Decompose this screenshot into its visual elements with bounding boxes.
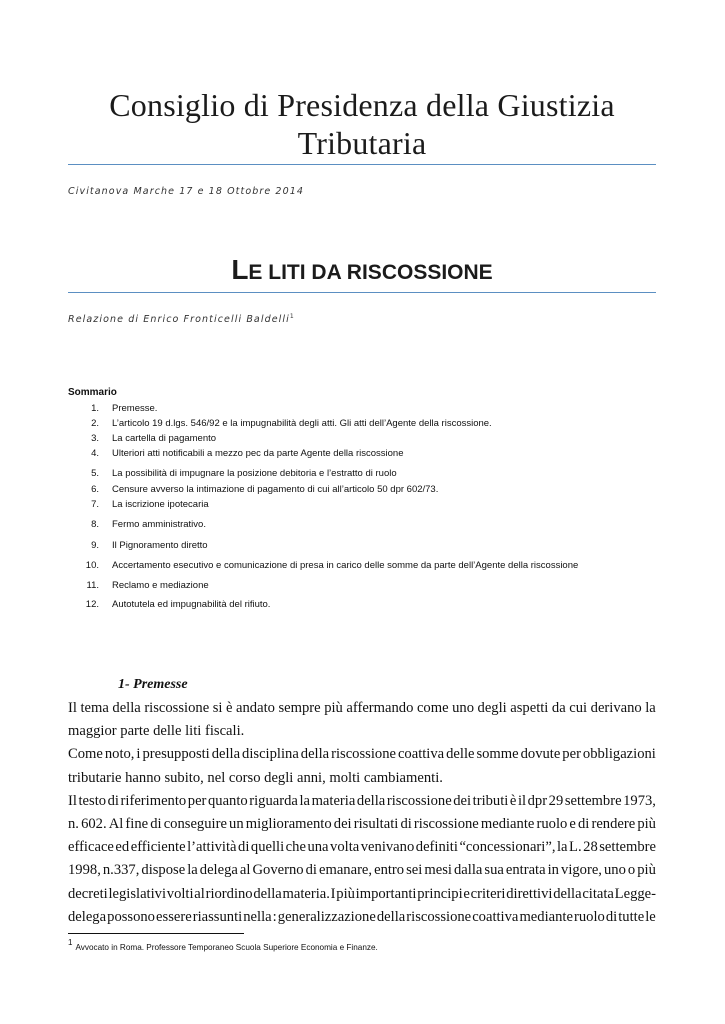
document-title [68, 86, 656, 162]
body-word: definiti [415, 839, 458, 856]
summary-item [68, 579, 668, 593]
body-word: sempre [278, 700, 321, 716]
body-word: di [107, 792, 119, 809]
author-line [68, 313, 295, 325]
body-word: volta [330, 839, 360, 856]
title-line-1: Consiglio di Presidenza della Giustizia [109, 87, 615, 123]
summary-item-text: Il Pignoramento diretto [112, 540, 208, 551]
body-word: della [112, 700, 141, 716]
body-word: entrata [505, 862, 546, 879]
summary-item-number: 3. [91, 433, 99, 444]
body-word: settembre [599, 839, 656, 856]
body-word: riordino [205, 885, 253, 902]
summary-item [68, 447, 668, 461]
body-word: la [299, 792, 310, 809]
body-word: venivano [360, 839, 415, 856]
body-line [68, 697, 656, 720]
body-line [68, 883, 656, 906]
body-word: riscossione [144, 700, 210, 716]
body-word: Legge- [614, 885, 656, 902]
body-word: importanti [355, 885, 417, 902]
body-word: o [627, 862, 636, 879]
body-word: della [376, 908, 406, 925]
body-word: riscossione [413, 816, 479, 833]
body-word: 1998, [68, 862, 101, 879]
body-word: mesi [424, 862, 452, 879]
body-word: più [324, 700, 343, 716]
body-line [68, 859, 656, 882]
body-word: delle [446, 746, 475, 763]
body-word: è [509, 792, 517, 809]
body-word: derivano [590, 700, 642, 716]
body-word: per [187, 792, 207, 809]
summary-item [68, 402, 668, 416]
body-word: 1973, [623, 792, 656, 809]
body-word: della [253, 885, 282, 902]
body-word: che [285, 839, 306, 856]
body-word: dovute [520, 746, 561, 763]
summary-item [68, 498, 668, 512]
body-word: “concessionari”, [459, 839, 556, 856]
body-word: miglioramento [245, 816, 332, 833]
body-word: il [517, 792, 527, 809]
body-word: i [136, 746, 141, 763]
summary-item-number: 11. [86, 580, 99, 591]
body-word: mediante [480, 816, 535, 833]
summary-title: Sommario [68, 387, 117, 398]
body-word: materia [311, 792, 356, 809]
summary-item-text: La possibilità di impugnare la posizione debitoria e l’estratto di ruolo [112, 468, 397, 479]
body-word: riscossione [386, 792, 452, 809]
body-word: della [553, 885, 582, 902]
body-word: più [637, 862, 656, 879]
body-word: è [226, 700, 233, 716]
body-word: ed [115, 839, 130, 856]
heading-divider [68, 292, 656, 293]
summary-item [68, 483, 668, 497]
body-word: L. [569, 839, 582, 856]
body-word: quelli [250, 839, 285, 856]
summary-item [68, 539, 668, 553]
summary-item-text: La iscrizione ipotecaria [112, 499, 209, 510]
body-word: dei [453, 792, 472, 809]
body-word: di [305, 862, 317, 879]
body-word: efficace [68, 839, 114, 856]
body-word: risultati [353, 816, 399, 833]
body-word: più [637, 816, 656, 833]
body-word: si [212, 700, 223, 716]
body-word: cui [569, 700, 588, 716]
body-word: Governo [252, 862, 304, 879]
body-word: testo [78, 792, 107, 809]
body-word: la [556, 839, 568, 856]
summary-item [68, 467, 668, 481]
body-line [68, 743, 656, 766]
summary-item-text: Accertamento esecutivo e comunicazione di presa in carico delle somme da parte dell’Agente della riscossione [112, 560, 579, 571]
body-word: più [336, 885, 355, 902]
body-word: n.337, [102, 862, 140, 879]
body-word: uno [452, 700, 474, 716]
body-line: tributarie hanno subito, nel corso degli anni, molti cambiamenti. [68, 769, 443, 786]
body-word: criteri [470, 885, 506, 902]
title-divider [68, 164, 656, 165]
body-word: legislativi [108, 885, 167, 902]
summary-item-number: 2. [91, 418, 99, 429]
body-word: come [416, 700, 449, 716]
body-word: materia. [282, 885, 330, 902]
footnote-separator [68, 933, 244, 934]
body-word: 28 [583, 839, 598, 856]
summary-item-text: La cartella di pagamento [112, 433, 217, 444]
body-word: vigore, [561, 862, 602, 879]
body-word: sua [484, 862, 504, 879]
body-word: obbligazioni [582, 746, 656, 763]
body-word: Al [108, 816, 124, 833]
body-word: riferimento [120, 792, 187, 809]
section-body [68, 697, 656, 929]
summary-item-text: Fermo amministrativo. [112, 519, 206, 530]
body-word: al [239, 862, 251, 879]
body-word: di [150, 816, 162, 833]
summary-item-number: 12. [85, 599, 99, 610]
body-word: tema [80, 700, 109, 716]
summary-item-number: 5. [91, 468, 99, 479]
body-line [68, 836, 656, 859]
heading-rest: E LITI DA RISCOSSIONE [248, 261, 493, 284]
body-word: andato [236, 700, 275, 716]
summary-item [68, 598, 668, 612]
body-word: efficiente [130, 839, 186, 856]
body-word: e [463, 885, 470, 902]
summary-item-number: 7. [91, 499, 99, 510]
body-word: essere [156, 908, 192, 925]
body-word: principi [417, 885, 463, 902]
summary-item-text: Censure avverso la intimazione di pagamento di cui all’articolo 50 dpr 602/73. [112, 484, 439, 495]
body-word: una [307, 839, 329, 856]
summary-item-text: Reclamo e mediazione [112, 580, 209, 591]
body-word: riscossione [331, 746, 396, 763]
summary-item-text: Premesse. [112, 403, 158, 414]
title-line-2: Tributaria [297, 125, 427, 161]
body-word: 29 [548, 792, 564, 809]
body-word: di [578, 816, 590, 833]
body-word: tutte [618, 908, 645, 925]
summary-item-number: 8. [91, 519, 99, 530]
body-word: dpr [527, 792, 548, 809]
body-word: aspetti [510, 700, 549, 716]
body-word: riscossione [406, 908, 472, 925]
summary-item-number: 9. [91, 540, 99, 551]
footnote-number: 1 [68, 938, 73, 947]
summary-item-number: 6. [91, 484, 99, 495]
body-line [68, 790, 656, 813]
body-word: dalla [453, 862, 483, 879]
body-word: direttivi [506, 885, 553, 902]
body-word: della [300, 746, 330, 763]
main-heading [68, 254, 656, 286]
body-word: decreti [68, 885, 108, 902]
body-word: di [605, 908, 618, 925]
body-word: l’attività [187, 839, 237, 856]
body-word: riassunti [192, 908, 243, 925]
body-word: dispose [141, 862, 186, 879]
body-word: delega [199, 862, 238, 879]
body-word: settembre [564, 792, 622, 809]
body-word: presupposti [142, 746, 210, 763]
footnote-text: Avvocato in Roma. Professore Temporaneo Scuola Superiore Economia e Finanze. [75, 943, 378, 952]
body-word: citata [582, 885, 614, 902]
summary-item [68, 518, 668, 532]
body-word: la [645, 700, 656, 716]
body-word: della [211, 746, 241, 763]
body-word: 602. [81, 816, 107, 833]
body-word: degli [477, 700, 507, 716]
body-word: uno [603, 862, 626, 879]
body-word: nella [243, 908, 272, 925]
summary-item [68, 559, 668, 573]
body-word: ruolo [573, 908, 605, 925]
body-word: sei [406, 862, 423, 879]
body-word: di [400, 816, 412, 833]
body-word: delega [68, 908, 107, 925]
body-line [68, 906, 656, 929]
body-word: noto, [104, 746, 135, 763]
body-word: riguarda [249, 792, 298, 809]
body-word: affermando [346, 700, 414, 716]
body-word: fine [125, 816, 149, 833]
body-word: quanto [207, 792, 248, 809]
body-word: dei [333, 816, 352, 833]
body-word: volti [166, 885, 194, 902]
body-word: rendere [591, 816, 636, 833]
place-date: Civitanova Marche 17 e 18 Ottobre 2014 [68, 186, 305, 197]
body-word: della [356, 792, 386, 809]
body-word: la [187, 862, 198, 879]
body-word: per [562, 746, 581, 763]
body-word: somme [476, 746, 519, 763]
body-word: Il [68, 700, 77, 716]
summary-item-text: Ulteriori atti notificabili a mezzo pec da parte Agente della riscossione [112, 448, 404, 459]
summary-item-text: Autotutela ed impugnabilità del rifiuto. [112, 599, 271, 610]
body-word: emanare, [318, 862, 373, 879]
summary-item-number: 1. [91, 403, 99, 414]
body-word: entro [374, 862, 405, 879]
summary-item-number: 10. [85, 560, 99, 571]
body-word: Come [68, 746, 103, 763]
body-word: Il [68, 792, 77, 809]
summary-item [68, 417, 668, 431]
footnote [68, 938, 378, 952]
body-word: disciplina [242, 746, 299, 763]
body-word: I [330, 885, 336, 902]
body-word: al [194, 885, 205, 902]
body-word: in [547, 862, 559, 879]
body-word: tributi [472, 792, 509, 809]
body-line: maggior parte delle liti fiscali. [68, 723, 245, 740]
author-text: Relazione di Enrico Fronticelli Baldelli [68, 314, 290, 326]
summary-item-number: 4. [91, 448, 99, 459]
body-word: possono [107, 908, 155, 925]
heading-initial: L [231, 254, 249, 285]
body-word: coattiva [472, 908, 519, 925]
body-line [68, 813, 656, 836]
summary-item-text: L’articolo 19 d.lgs. 546/92 e la impugnabilità degli atti. Gli atti dell’Agente della riscossione. [112, 418, 492, 429]
body-word: le [645, 908, 656, 925]
body-word: da [551, 700, 566, 716]
body-word: : [272, 908, 277, 925]
body-word: mediante [519, 908, 573, 925]
body-word: un [229, 816, 244, 833]
section-heading: 1- Premesse [118, 677, 188, 692]
body-word: n. [68, 816, 79, 833]
body-word: di [238, 839, 250, 856]
body-word: ruolo [536, 816, 568, 833]
body-word: e [569, 816, 576, 833]
author-footnote-ref: 1 [289, 313, 295, 320]
body-word: generalizzazione [277, 908, 376, 925]
body-word: coattiva [397, 746, 445, 763]
body-word: conseguire [163, 816, 227, 833]
summary-item [68, 432, 668, 446]
